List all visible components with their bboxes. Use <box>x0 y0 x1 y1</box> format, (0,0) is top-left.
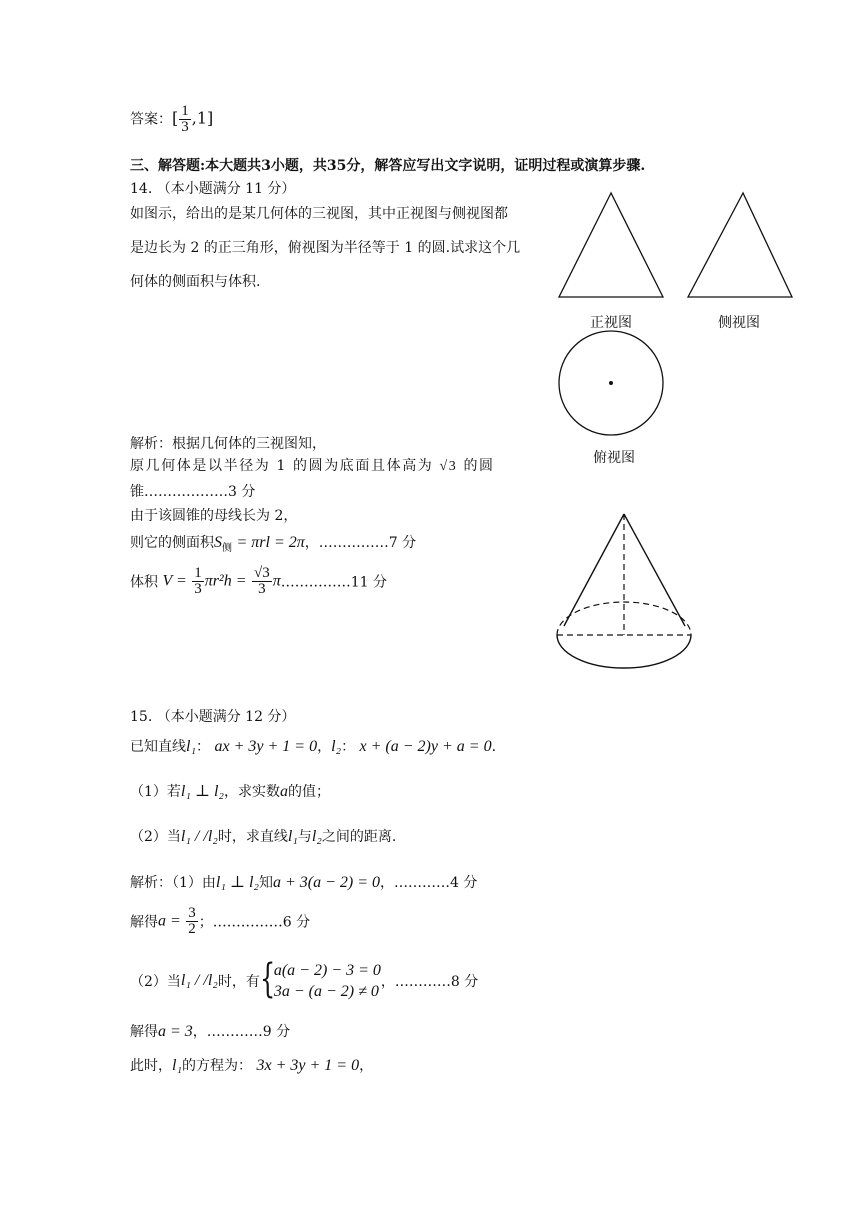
p15-sol1: 解析：（1）由l₁ ⊥ l₂知a + 3(a − 2) = 0，…………4 分 <box>130 874 478 891</box>
p15-header: 15. （本小题满分 12 分） <box>130 709 296 725</box>
p14-sol-line3: 锥………………3 分 <box>130 484 256 500</box>
side-view-triangle <box>683 190 793 300</box>
section-title: 三、解答题:本大题共3小题，共35分，解答应写出文字说明，证明过程或演算步骤. <box>130 158 646 174</box>
answer-bracket: [ <box>172 108 179 128</box>
label-top-view: 俯视图 <box>593 450 635 466</box>
answer-rest: ,1] <box>191 108 214 128</box>
p15-sol3: （2）当l₁ / /l₂时，有 { a(a − 2) − 3 = 0 3a − (a − 2) ≠ 0 ，…………8 分 <box>130 956 479 1002</box>
top-view-circle <box>556 330 666 440</box>
p14-sol-line5: 则它的侧面积$S_侧 = \pi rl = 2\pi$，……………7 分 <box>130 534 417 554</box>
label-side-view: 侧视图 <box>718 315 760 331</box>
equation-system: { a(a − 2) − 3 = 0 3a − (a − 2) ≠ 0 <box>259 956 381 1002</box>
answer-label: 答案： <box>130 111 172 128</box>
p15-sol2: 解得a = $\frac{3}{2}$ ；……………6 分 <box>130 905 311 937</box>
p14-line3: 何体的侧面积与体积. <box>130 274 261 290</box>
p15-sol5: 此时，l₁的方程为： 3x + 3y + 1 = 0， <box>130 1057 374 1074</box>
front-view-triangle <box>556 190 666 300</box>
answer-fraction: $\frac{1}{3}$ <box>181 103 189 135</box>
p14-sol-line6: 体积 V = $\frac{1}{3}$ πr²h = $\frac{√3}{3}$ π……………11 分 <box>130 565 387 597</box>
answer-line <box>130 104 213 135</box>
p14-line2: 是边长为 2 的正三角形，俯视图为半径等于 1 的圆.试求这个几 <box>130 240 521 256</box>
cone-diagram <box>554 510 704 680</box>
p14-line1: 如图示，给出的是某几何体的三视图，其中正视图与侧视图都 <box>130 206 508 222</box>
p15-given: 已知直线l₁： ax + 3y + 1 = 0，l₂： x + (a − 2)y + a = 0. <box>130 738 497 755</box>
p14-header: 14. （本小题满分 11 分） <box>130 181 296 197</box>
p14-sol-line1: 解析：根据几何体的三视图知， <box>130 436 326 452</box>
p14-sol-line2: 原几何体是以半径为 1 的圆为底面且体高为 √3 的圆 <box>130 458 495 474</box>
p15-sol4: 解得a = 3，…………9 分 <box>130 1023 291 1040</box>
p14-sol-line4: 由于该圆锥的母线长为 2， <box>130 508 298 524</box>
p15-q2: （2）当l₁ / /l₂时，求直线l₁与l₂之间的距离. <box>130 828 397 845</box>
label-front-view: 正视图 <box>590 315 632 331</box>
p15-q1: （1）若l₁ ⊥ l₂，求实数a的值； <box>130 783 330 800</box>
